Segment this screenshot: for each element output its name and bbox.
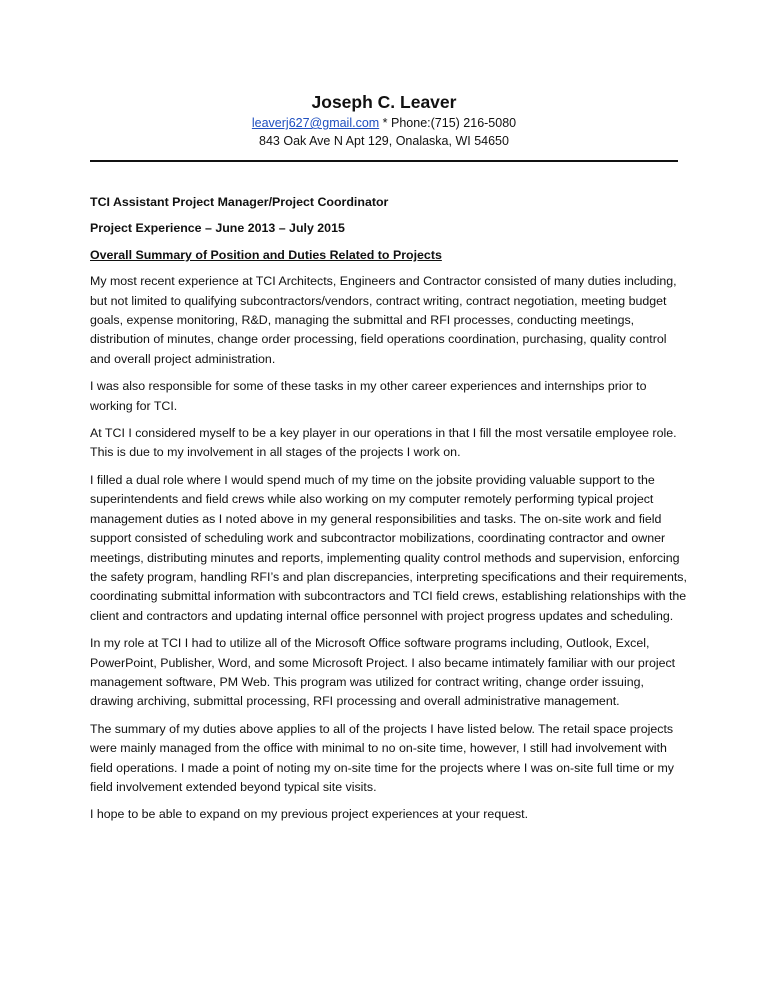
paragraph-software: In my role at TCI I had to utilize all of the Microsoft Office software programs including, Outlook, Excel, PowerPoint, Publisher, Word, and some Microsoft Project. I also became intimately familiar with our project management software, PM Web. This program was utilized for contract writing, change order issuing, drawing archiving, submittal processing, RFI processing and overall administrative management. <box>90 636 676 709</box>
resume-body <box>90 193 690 833</box>
paragraph-experience-summary: My most recent experience at TCI Architects, Engineers and Contractor consisted of many duties including, but not limited to qualifying subcontractors/vendors, contract writing, contract negotiation, meeting budget goals, expense monitoring, R&D, managing the submittal and RFI processes, conducting meetings, distribution of minutes, change order processing, field operations coordination, purchasing, quality control and overall project administration. <box>90 274 677 366</box>
contact-line <box>90 114 678 132</box>
applicant-name: Joseph C. Leaver <box>311 92 457 112</box>
summary-heading: Overall Summary of Position and Duties Related to Projects <box>90 247 442 262</box>
header-divider <box>90 160 678 162</box>
address-text: 843 Oak Ave N Apt 129, Onalaska, WI 54650 <box>259 134 509 148</box>
paragraph-prior-responsibilities: I was also responsible for some of these tasks in my other career experiences and internships prior to working for TCI. <box>90 379 647 413</box>
experience-dates: Project Experience – June 2013 – July 2015 <box>90 221 345 236</box>
resume-header <box>90 90 678 150</box>
paragraph-dual-role: I filled a dual role where I would spend much of my time on the jobsite providing valuable support to the superintendents and field crews while also working on my computer remotely performing typical project management duties as I noted above in my general responsibilities and tasks. The on-site work and field support consisted of scheduling work and subcontractor mobilizations, coordinating contractor and owner meetings, distributing minutes and reports, implementing quality control methods and supervision, enforcing the safety program, handling RFI’s and plan discrepancies, interpreting specifications and their requirements, coordinating submittal information with subcontractors and TCI field crews, establishing relationships with the client and contractors and updating internal office personnel with project progress updates and scheduling. <box>90 472 687 623</box>
paragraph-closing: I hope to be able to expand on my previous project experiences at your request. <box>90 807 529 822</box>
paragraph-key-player: At TCI I considered myself to be a key player in our operations in that I fill the most versatile employee role. This is due to my involvement in all stages of the projects I work on. <box>90 426 677 460</box>
phone-text: * Phone:(715) 216-5080 <box>379 116 517 130</box>
email-link[interactable]: leaverj627@gmail.com <box>251 116 380 130</box>
paragraph-projects-note: The summary of my duties above applies to all of the projects I have listed below. The retail space projects were mainly managed from the office with minimal to no on-site time, however, I still had involvement with field operations. I made a point of noting my on-site time for the projects where I was on-site full time or my field involvement extended beyond typical site visits. <box>90 721 674 794</box>
position-title: TCI Assistant Project Manager/Project Coordinator <box>90 195 389 209</box>
